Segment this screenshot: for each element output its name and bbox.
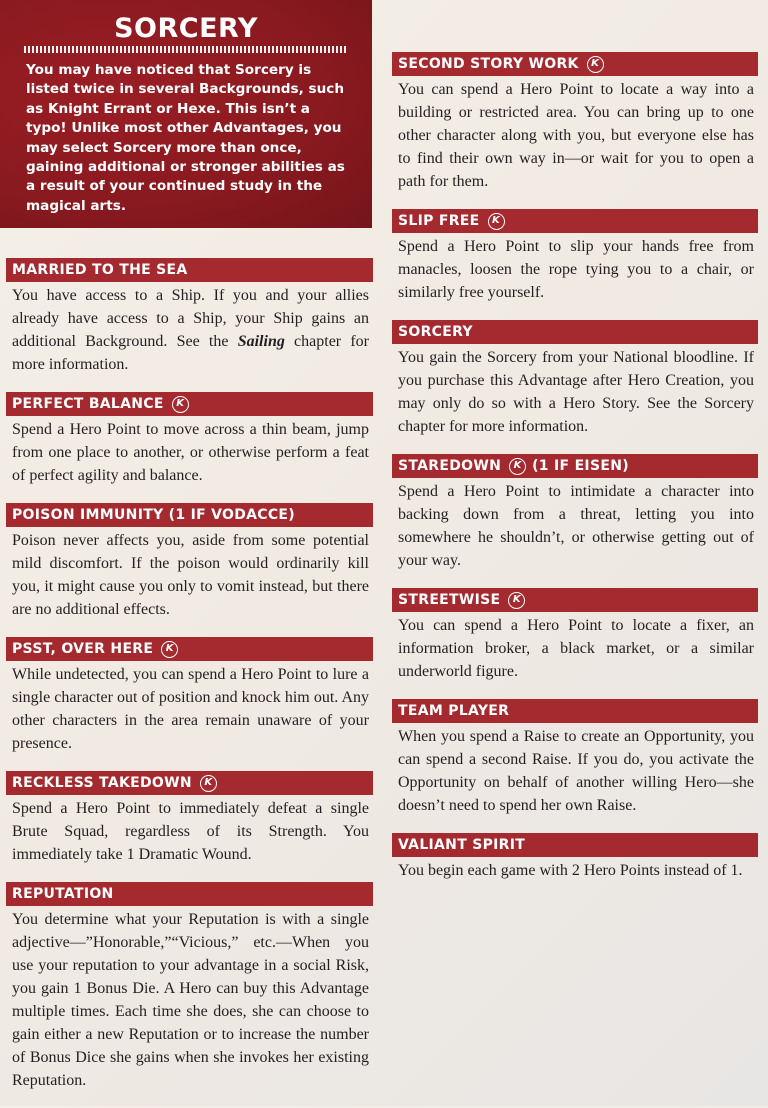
left-column [6, 258, 373, 1108]
advantage-entry [392, 699, 758, 817]
advantage-description [6, 797, 373, 866]
advantage-header [392, 588, 758, 612]
advantage-header [6, 771, 373, 795]
advantage-description [392, 235, 758, 304]
description-text: You begin each game with 2 Hero Points instead of 1. [398, 862, 743, 879]
advantage-entry [392, 454, 758, 572]
advantage-entry [6, 637, 373, 755]
advantage-entry [392, 52, 758, 193]
advantage-title: PSST, OVER HERE [12, 641, 154, 657]
advantage-entry [392, 209, 758, 304]
advantage-header [392, 833, 758, 857]
advantage-title: TEAM PLAYER [398, 703, 510, 719]
description-text: When you spend a Raise to create an Opportunity, you can spend a second Raise. If you do, you activate the Opportunity on behalf of another willing Hero—she doesn’t need to spend her own Raise. [398, 728, 754, 814]
advantage-title: STREETWISE [398, 592, 501, 608]
advantage-description [392, 480, 758, 572]
description-text: Spend a Hero Point to intimidate a character into backing down from a threat, letting you into somewhere he shouldn’t, or otherwise getting out of your way. [398, 483, 754, 569]
k-badge-icon: K [161, 641, 178, 658]
description-text: Spend a Hero Point to immediately defeat a single Brute Squad, regardless of its Strength. You immediately take 1 Dramatic Wound. [12, 800, 369, 863]
advantage-header [392, 699, 758, 723]
advantage-title: SECOND STORY WORK [398, 56, 579, 72]
advantage-description [392, 725, 758, 817]
description-text: You determine what your Reputation is with a single adjective—”Honorable,”“Vicious,” etc.—When you use your reputation to your advantage in a social Risk, you gain 1 Bonus Die. A Hero can buy this Advantage multiple times. Each time she does, she can choose to gain either a new Reputation or to increase the number of Bonus Dice she gains when she invokes her existing Reputation. [12, 911, 369, 1089]
advantage-description [392, 346, 758, 438]
k-badge-icon: K [488, 213, 505, 230]
advantage-header [6, 503, 373, 527]
advantage-title: STAREDOWN [398, 458, 502, 474]
advantage-entry [392, 588, 758, 683]
sidebar-title: SORCERY [114, 13, 258, 44]
advantage-title: MARRIED TO THE SEA [12, 262, 188, 278]
advantage-description [6, 908, 373, 1092]
description-text: You gain the Sorcery from your National bloodline. If you purchase this Advantage after Hero Creation, you may only do so with a Hero Story. See the Sorcery chapter for more information. [398, 349, 754, 435]
description-text: Spend a Hero Point to slip your hands free from manacles, loosen the rope tying you to a chair, or similarly free yourself. [398, 238, 754, 301]
advantage-title: PERFECT BALANCE [12, 396, 164, 412]
description-text: You can spend a Hero Point to locate a way into a building or restricted area. You can bring up to one other character along with you, but everyone else has to find their own way in—or wait for you to open a path for them. [398, 81, 754, 190]
k-badge-icon: K [200, 775, 217, 792]
description-text-end: chapter for more information. [12, 333, 370, 373]
advantage-header [6, 882, 373, 906]
advantage-title: SORCERY [398, 324, 473, 340]
advantage-header [392, 320, 758, 344]
description-text: Poison never affects you, aside from some potential mild discomfort. If the poison would ordinarily kill you, it might cause you only to vomit instead, but there are no additional effects. [12, 532, 369, 618]
right-column [392, 52, 758, 898]
advantage-entry [6, 392, 373, 487]
advantage-cost-note: (1 IF EISEN) [532, 458, 629, 474]
advantage-header [6, 637, 373, 661]
advantage-entry [6, 503, 373, 621]
advantage-description [392, 78, 758, 193]
advantage-title: POISON IMMUNITY (1 IF VODACCE) [12, 507, 295, 523]
advantage-title: REPUTATION [12, 886, 114, 902]
advantage-description [6, 284, 373, 376]
advantage-entry [392, 320, 758, 438]
k-badge-icon: K [172, 396, 189, 413]
description-text: You have access to a Ship. If you and your allies already have access to a Ship, your Ship gains an additional Background. See the [12, 287, 369, 350]
advantage-header [392, 209, 758, 233]
advantage-header [6, 258, 373, 282]
advantage-entry [6, 882, 373, 1092]
advantage-description [6, 529, 373, 621]
chapter-reference: Sailing [237, 333, 285, 350]
advantage-entry [6, 771, 373, 866]
description-text: Spend a Hero Point to move across a thin beam, jump from one place to another, or otherwise perform a feat of perfect agility and balance. [12, 421, 369, 484]
k-badge-icon: K [587, 56, 604, 73]
sidebar-text: You may have noticed that Sorcery is listed twice in several Backgrounds, such as Knight Errant or Hexe. This isn’t a typo! Unlike most other Advantages, you may select Sorcery more than once, gaining additional or stronger abilities as a result of your continued study in the magical arts. [26, 62, 345, 214]
advantage-header [392, 52, 758, 76]
description-text: You can spend a Hero Point to locate a fixer, an information broker, a black market, or a similar underworld figure. [398, 617, 754, 680]
advantage-title: SLIP FREE [398, 213, 480, 229]
decorative-rule [24, 46, 348, 53]
advantage-title: VALIANT SPIRIT [398, 837, 526, 853]
advantage-header [6, 392, 373, 416]
advantage-header [392, 454, 758, 478]
description-text: While undetected, you can spend a Hero Point to lure a single character out of position and knock him out. Any other characters in the area remain unaware of your presence. [12, 666, 369, 752]
advantage-description [6, 418, 373, 487]
advantage-title: RECKLESS TAKEDOWN [12, 775, 192, 791]
advantage-description [6, 663, 373, 755]
advantage-description [392, 614, 758, 683]
advantage-entry [6, 258, 373, 376]
advantage-entry [392, 833, 758, 882]
advantage-description [392, 859, 758, 882]
k-badge-icon: K [508, 592, 525, 609]
k-badge-icon: K [509, 458, 526, 475]
sorcery-sidebar [0, 0, 372, 228]
